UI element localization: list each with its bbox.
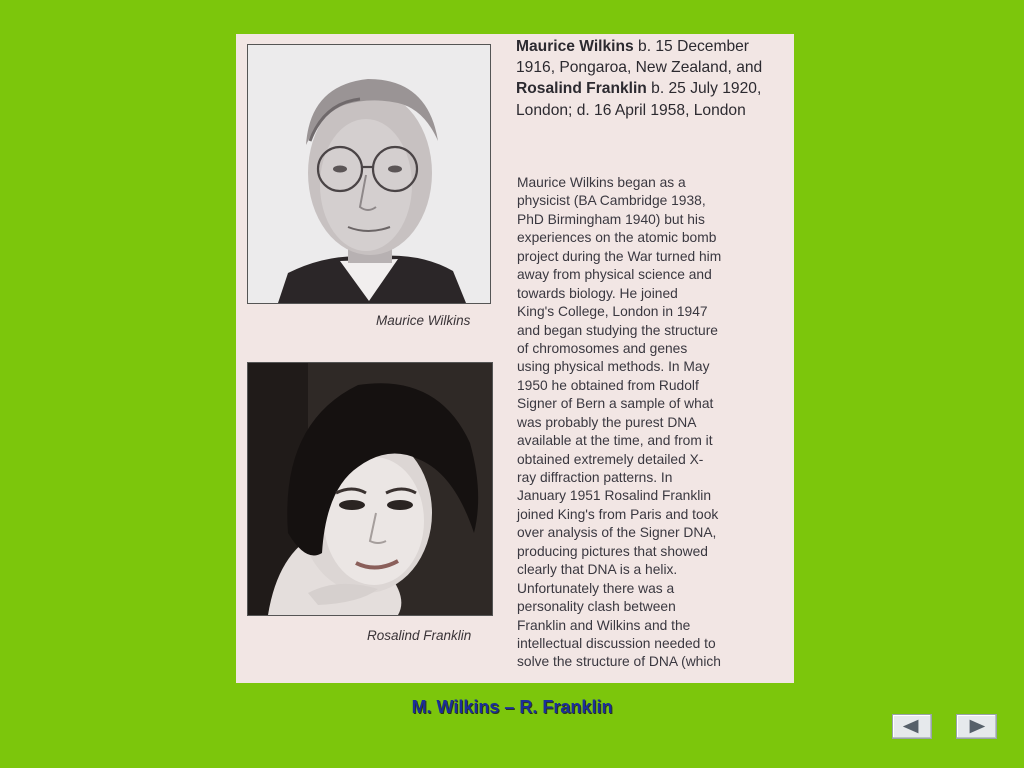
wilkins-portrait-image (248, 45, 490, 303)
biography-text (517, 174, 787, 672)
biography-line: solve the structure of DNA (which (517, 654, 721, 670)
biography-line: joined King's from Paris and took (517, 506, 719, 522)
biography-line: over analysis of the Signer DNA, (517, 525, 717, 541)
slide-caption: M. Wilkins – R. Franklin (411, 697, 613, 717)
biography-line: and began studying the structure (517, 322, 718, 338)
biography-line: project during the War turned him (517, 248, 722, 264)
biography-line: Franklin and Wilkins and the (517, 617, 691, 633)
biography-line: Unfortunately there was a (517, 580, 675, 596)
biography-header (516, 36, 786, 121)
header-name-franklin: Rosalind Franklin (516, 80, 647, 98)
biography-line: obtained extremely detailed X- (517, 451, 704, 467)
biography-line: personality clash between (517, 599, 676, 615)
triangle-right-icon (957, 715, 996, 738)
biography-line: intellectual discussion needed to (517, 635, 716, 651)
biography-line: Signer of Bern a sample of what (517, 396, 714, 412)
biography-line: Maurice Wilkins began as a (517, 175, 686, 190)
biography-line: King's College, London in 1947 (517, 304, 708, 320)
rosalind-franklin-photo (247, 362, 493, 616)
biography-line: physicist (BA Cambridge 1938, (517, 193, 706, 209)
header-text-wilkins: b. 15 December 1916, Pongaroa, New Zealand, and (516, 38, 763, 77)
header-name-wilkins: Maurice Wilkins (516, 38, 634, 55)
biography-line: PhD Birmingham 1940) but his (517, 211, 705, 227)
biography-line: away from physical science and (517, 267, 712, 283)
biography-line: experiences on the atomic bomb (517, 230, 717, 246)
biography-line: available at the time, and from it (517, 433, 713, 449)
previous-slide-button[interactable] (892, 714, 932, 739)
next-slide-button[interactable] (956, 714, 997, 739)
biography-line: of chromosomes and genes (517, 340, 688, 356)
wilkins-photo-caption: Maurice Wilkins (376, 313, 471, 328)
franklin-photo-caption: Rosalind Franklin (367, 628, 472, 643)
biography-line: towards biology. He joined (517, 285, 678, 301)
biography-line: clearly that DNA is a helix. (517, 562, 678, 578)
biography-line: using physical methods. In May (517, 359, 710, 375)
triangle-left-icon (893, 715, 931, 738)
header-text-franklin: b. 25 July 1920, London; d. 16 April 1958, London (516, 80, 762, 119)
biography-line: producing pictures that showed (517, 543, 708, 559)
franklin-portrait-image (248, 363, 492, 615)
biography-line: was probably the purest DNA (517, 414, 697, 430)
biography-line: ray diffraction patterns. In (517, 470, 673, 485)
maurice-wilkins-photo (247, 44, 491, 304)
biography-line: January 1951 Rosalind Franklin (517, 488, 712, 504)
scanned-book-page (236, 34, 794, 683)
biography-line: 1950 he obtained from Rudolf (517, 377, 699, 393)
